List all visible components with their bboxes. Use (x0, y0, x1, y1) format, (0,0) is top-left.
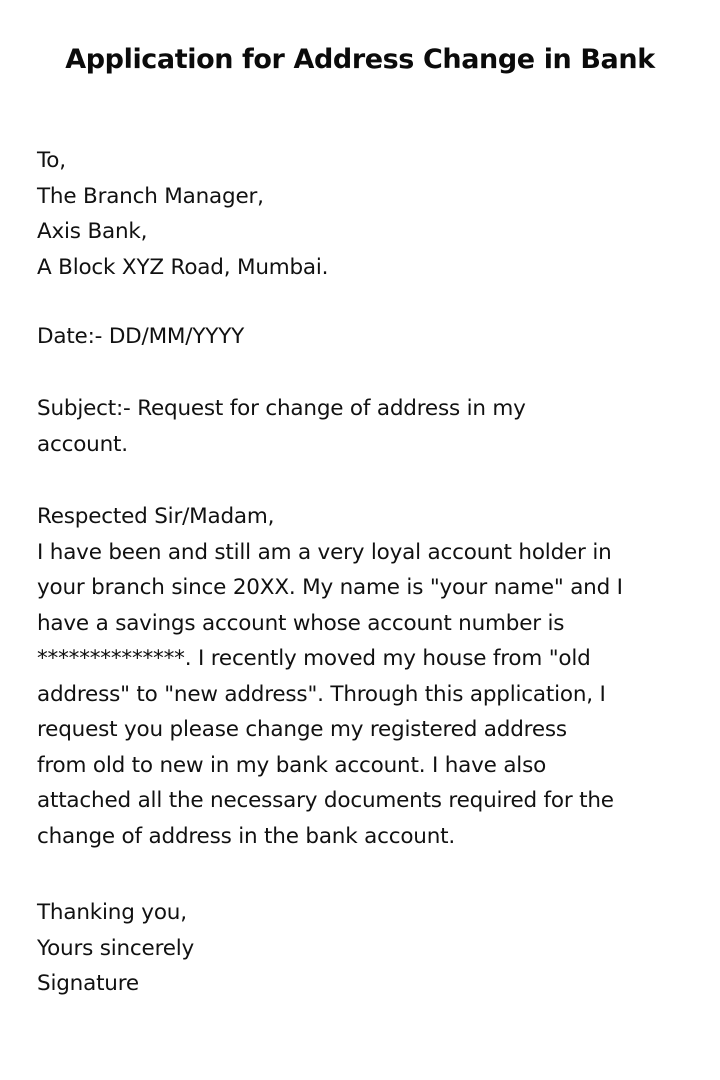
body-line: your branch since 20XX. My name is "your name" and I (37, 575, 623, 600)
recipient-line-bank: Axis Bank, (37, 219, 148, 244)
body-line: attached all the necessary documents required for the (37, 788, 614, 813)
body-line: from old to new in my bank account. I have also (37, 752, 547, 778)
signature-label: Signature (37, 971, 139, 996)
closing-thanks: Thanking you, (37, 900, 187, 925)
recipient-line-title: The Branch Manager, (37, 183, 264, 209)
closing-block (37, 895, 697, 1002)
recipient-line-to: To, (37, 148, 66, 173)
salutation: Respected Sir/Madam, (37, 504, 275, 529)
page-title: Application for Address Change in Bank (65, 44, 655, 75)
body-line: change of address in the bank account. (37, 823, 455, 849)
body-line: **************. I recently moved my house from "old (37, 646, 591, 671)
body-line: have a savings account whose account number is (37, 610, 565, 636)
recipient-address-block (37, 143, 697, 285)
closing-sincerely: Yours sincerely (37, 935, 195, 961)
body-line: I have been and still am a very loyal account holder in (37, 539, 612, 565)
recipient-line-street: A Block XYZ Road, Mumbai. (37, 254, 329, 280)
letter-body (37, 499, 697, 854)
subject-line-2: account. (37, 431, 128, 457)
body-line: request you please change my registered address (37, 717, 567, 742)
date-line: Date:- DD/MM/YYYY (37, 324, 245, 349)
subject-block (37, 391, 697, 462)
date-block (37, 319, 697, 355)
subject-line-1: Subject:- Request for change of address in my (37, 396, 526, 421)
body-line: address" to "new address". Through this application, I (37, 681, 606, 707)
